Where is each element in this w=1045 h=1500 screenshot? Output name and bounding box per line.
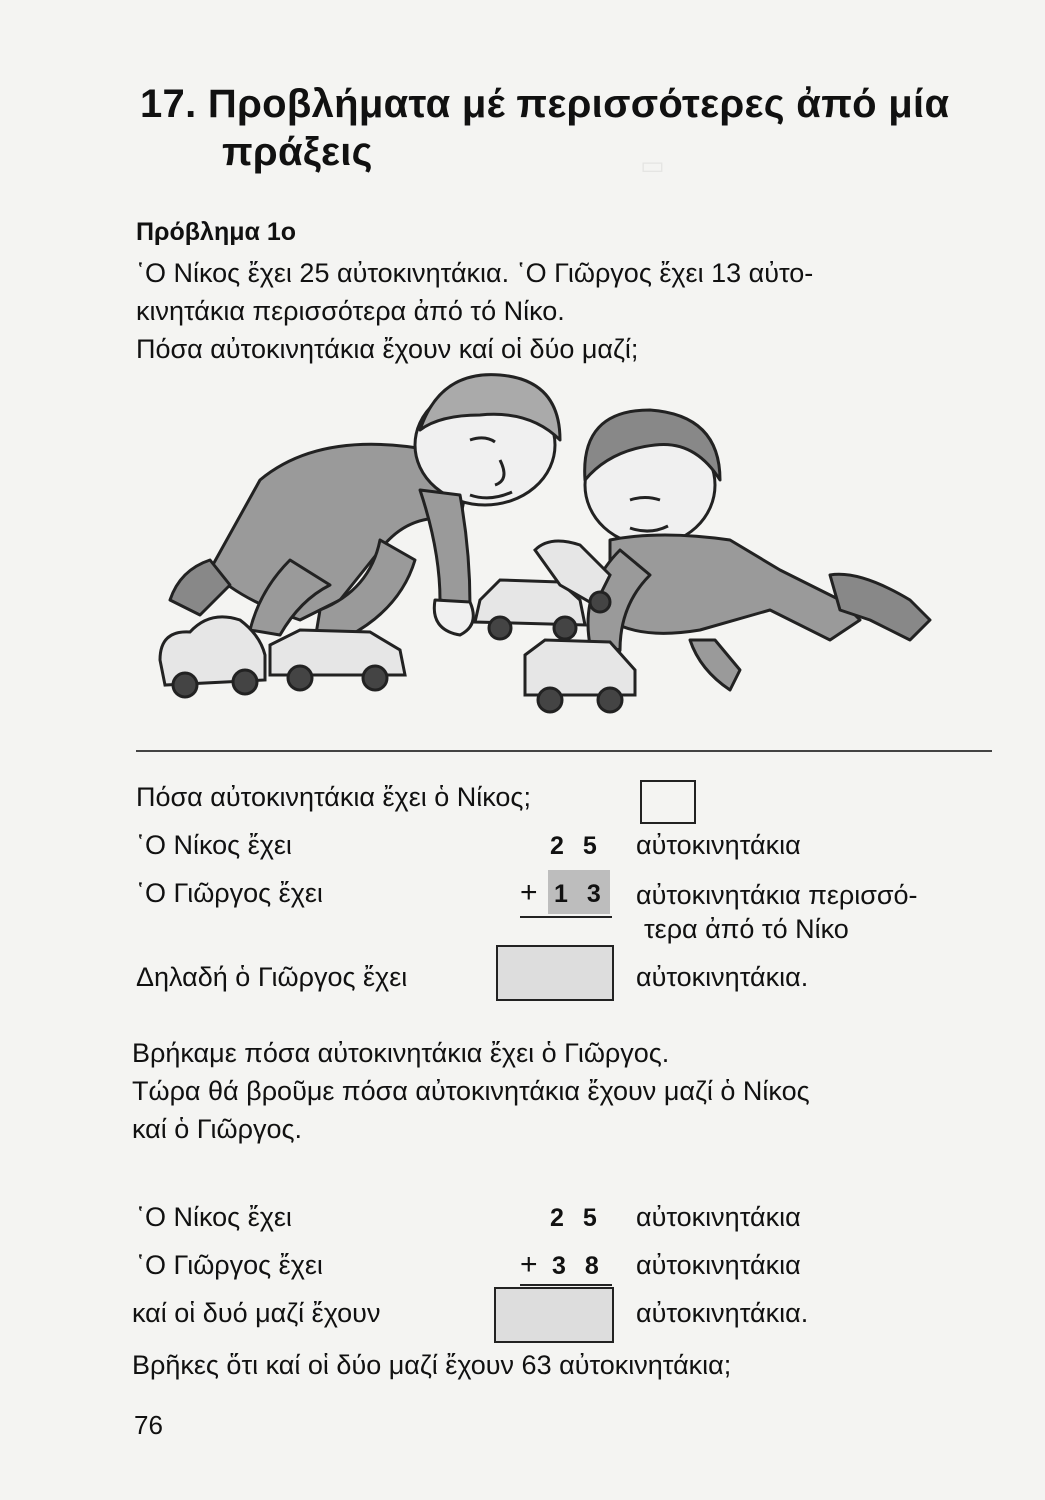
sum-underline-1 — [520, 916, 612, 918]
sum-underline-2 — [520, 1284, 612, 1286]
nikos-value-2: 2 5 — [550, 1204, 603, 1232]
answer-box-total[interactable] — [494, 1287, 614, 1343]
so-giorgos-unit: αὐτοκινητάκια. — [636, 962, 809, 992]
chapter-title-line2: πράξεις — [222, 130, 373, 174]
problem-title: Πρόβλημα 1ο — [136, 218, 297, 246]
answer-box-empty[interactable] — [640, 780, 696, 824]
section-divider — [136, 750, 992, 752]
intro-line-3: Πόσα αὐτοκινητάκια ἔχουν καί οἱ δύο μαζί; — [136, 334, 639, 364]
nikos-has-label: ῾Ο Νίκος ἔχει — [136, 830, 292, 860]
problem-statement — [136, 254, 996, 368]
page-number: 76 — [134, 1410, 163, 1440]
nikos-value: 2 5 — [550, 832, 603, 860]
middle-line-1: Βρήκαμε πόσα αὐτοκινητάκια ἔχει ὁ Γιῶργος. — [132, 1038, 670, 1068]
so-giorgos-has-label: Δηλαδή ὁ Γιῶργος ἔχει — [136, 962, 408, 992]
final-question: Βρῆκες ὅτι καί οἱ δύο μαζί ἔχουν 63 αὐτοκινητάκια; — [132, 1350, 732, 1380]
middle-paragraph — [132, 1034, 1002, 1148]
giorgos-has-label: ῾Ο Γιῶργος ἔχει — [136, 878, 323, 908]
plus-sign: + — [520, 876, 544, 909]
bleed-through-text: ▭ — [640, 150, 665, 180]
giorgos-unit-2: αὐτοκινητάκια — [636, 1250, 801, 1280]
both-together-unit: αὐτοκινητάκια. — [636, 1298, 809, 1328]
boys-playing-cars-illustration — [140, 370, 990, 730]
giorgos-extra-unit-line1: αὐτοκινητάκια περισσό- — [636, 880, 918, 910]
giorgos-has-label-2: ῾Ο Γιῶργος ἔχει — [136, 1250, 323, 1280]
giorgos-extra-unit — [636, 878, 918, 946]
plus-sign-2: + — [520, 1248, 544, 1281]
giorgos-value-2: 3 8 — [552, 1252, 605, 1280]
nikos-has-label-2: ῾Ο Νίκος ἔχει — [136, 1202, 292, 1232]
both-together-label: καί οἱ δυό μαζί ἔχουν — [132, 1298, 381, 1328]
intro-line-2: κινητάκια περισσότερα ἀπό τό Νίκο. — [136, 296, 565, 326]
intro-line-1: ῾Ο Νίκος ἔχει 25 αὐτοκινητάκια. ῾Ο Γιῶργος ἔχει 13 αὐτο- — [136, 258, 814, 288]
question-nikos: Πόσα αὐτοκινητάκια ἔχει ὁ Νίκος; — [136, 782, 531, 812]
chapter-title-line1: 17. Προβλήματα μέ περισσότερες ἀπό μία — [140, 82, 950, 126]
middle-line-3: καί ὁ Γιῶργος. — [132, 1114, 302, 1144]
middle-line-2: Τώρα θά βροῦμε πόσα αὐτοκινητάκια ἔχουν μαζί ὁ Νίκος — [132, 1076, 810, 1106]
answer-box-giorgos[interactable] — [496, 945, 614, 1001]
nikos-unit-2: αὐτοκινητάκια — [636, 1202, 801, 1232]
nikos-unit: αὐτοκινητάκια — [636, 830, 801, 860]
giorgos-extra-unit-line2: τερα ἀπό τό Νίκο — [644, 914, 849, 944]
chapter-title — [140, 80, 949, 176]
giorgos-extra-value: 1 3 — [554, 880, 607, 908]
